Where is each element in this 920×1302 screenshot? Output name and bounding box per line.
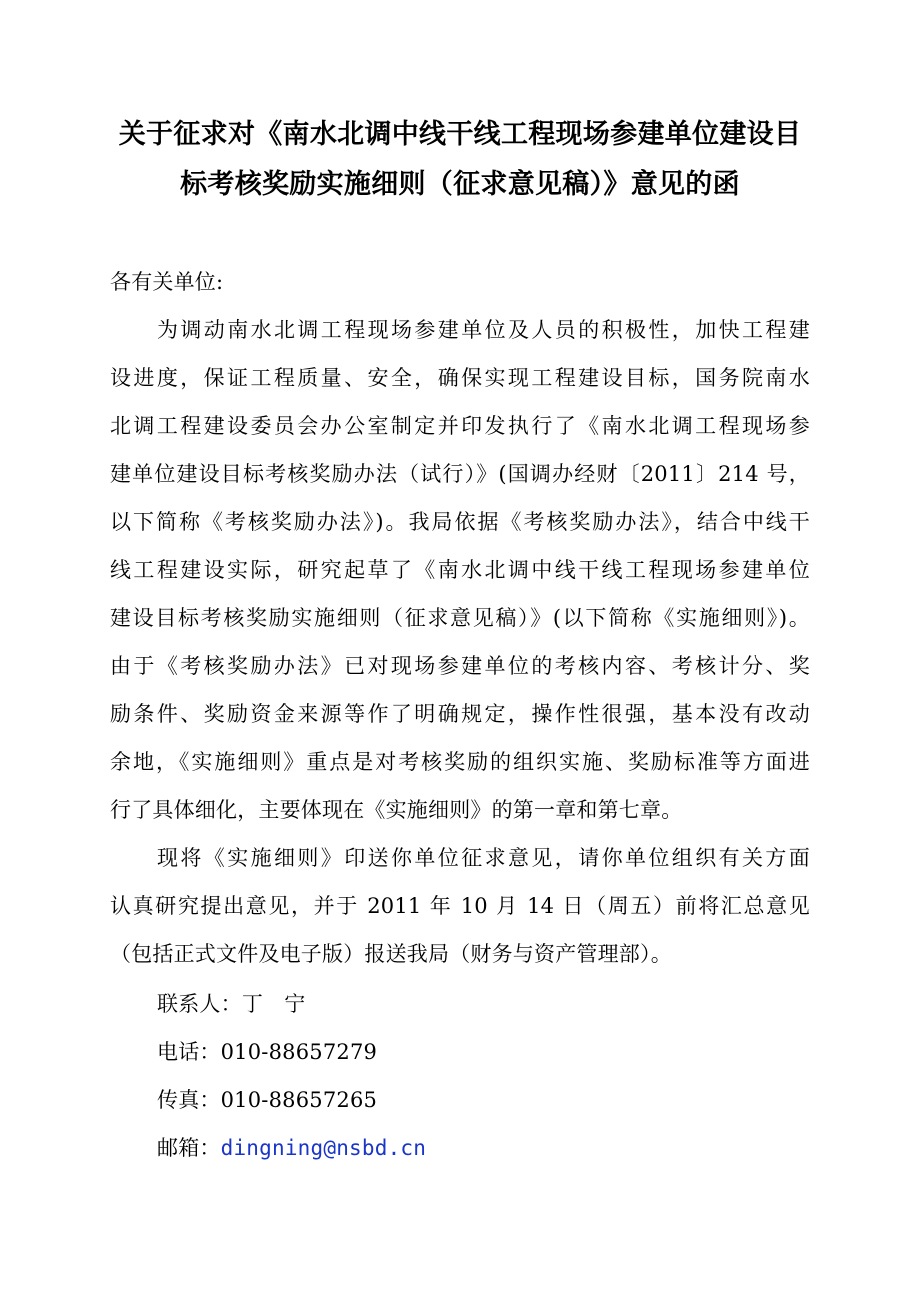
paragraph-2-line: （包括正式文件及电子版）报送我局（财务与资产管理部）。 <box>110 942 672 966</box>
paragraph-1-line: 余地，《实施细则》重点是对考核奖励的组织实施、奖励标准等方面进 <box>110 750 810 774</box>
paragraph-1-line: 线工程建设实际，研究起草了《南水北调中线干线工程现场参建单位 <box>110 558 810 582</box>
contact-email <box>157 1124 810 1172</box>
paragraph-1-line: 建设目标考核奖励实施细则（征求意见稿）》(以下简称《实施细则》)。 <box>110 606 810 630</box>
document-title-line-2: 标考核奖励实施细则（征求意见稿）》意见的函 <box>180 169 740 200</box>
document-title-line-1: 关于征求对《南水北调中线干线工程现场参建单位建设目 <box>118 119 802 150</box>
paragraph-1-line: 行了具体细化，主要体现在《实施细则》的第一章和第七章。 <box>110 798 683 822</box>
paragraph-1-line: 北调工程建设委员会办公室制定并印发执行了《南水北调工程现场参 <box>110 414 810 438</box>
paragraph-1-line: 建单位建设目标考核奖励办法（试行）》(国调办经财〔2011〕214 号， <box>110 462 810 486</box>
paragraph-1-line: 由于《考核奖励办法》已对现场参建单位的考核内容、考核计分、奖 <box>110 654 810 678</box>
contact-phone <box>157 1028 810 1076</box>
paragraph-1-line: 以下简称《考核奖励办法》)。我局依据《考核奖励办法》，结合中线干 <box>110 510 810 534</box>
paragraph-2-line: 现将《实施细则》印送你单位征求意见，请你单位组织有关方面 <box>157 846 810 870</box>
contact-fax-value: 010-88657265 <box>220 1088 378 1112</box>
contact-person-label: 联系人： <box>157 992 242 1016</box>
paragraph-1-line: 设进度，保证工程质量、安全，确保实现工程建设目标，国务院南水 <box>110 366 810 390</box>
salutation: 各有关单位: <box>110 270 224 294</box>
contact-person-name: 丁 宁 <box>241 992 306 1016</box>
contact-phone-label: 电话： <box>157 1040 221 1064</box>
contact-phone-value: 010-88657279 <box>220 1040 378 1064</box>
paragraph-1-line: 励条件、奖励资金来源等作了明确规定，操作性很强，基本没有改动 <box>110 702 810 726</box>
contact-email-label: 邮箱： <box>157 1136 221 1160</box>
paragraph-2-line: 认真研究提出意见，并于 2011 年 10 月 14 日（周五）前将汇总意见 <box>110 894 810 918</box>
paragraph-1-line: 为调动南水北调工程现场参建单位及人员的积极性，加快工程建 <box>157 318 810 342</box>
contact-email-link[interactable]: dingning@nsbd.cn <box>220 1136 427 1160</box>
contact-fax <box>157 1076 810 1124</box>
contact-fax-label: 传真： <box>157 1088 221 1112</box>
contact-person <box>157 980 810 1028</box>
